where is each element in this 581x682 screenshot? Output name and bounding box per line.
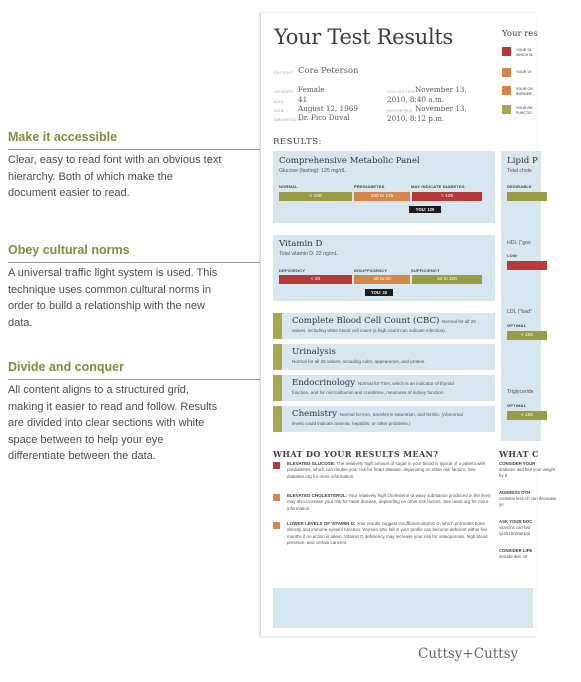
legend-text: YOUR CH BORDER <box>516 87 533 96</box>
vitd-range-sufficiency: 31 to 100 <box>412 275 482 284</box>
section-desc: function, and for microalbumin and creatinine, measures of kidney function. <box>292 390 445 395</box>
legend-text: YOUR GL WHICH IS <box>516 48 533 57</box>
meaning-swatch <box>273 462 280 469</box>
meaning-swatch <box>273 494 280 501</box>
annotation-text: Clear, easy to read font with an obvious text hierarchy. Both of which make the document easier to read. <box>8 154 222 199</box>
lipid-subtitle: Total chole <box>507 168 532 174</box>
gender-label: GENDER <box>274 89 294 94</box>
brand-logo: Cuttsy+Cuttsy <box>418 646 519 662</box>
status-swatch <box>273 375 282 401</box>
section-desc: Normal for all 20 values, including color, appearance, and protein. <box>292 359 426 364</box>
dob-label: DOB <box>274 108 284 113</box>
section-cbc <box>273 313 495 339</box>
test-results-document <box>260 12 557 636</box>
leader-line <box>8 149 264 150</box>
lipid-ldl-label: LDL ("bad" <box>507 309 532 315</box>
legend-swatch <box>502 105 511 114</box>
right-item: CONSIDER YOUR diabetes and hea your weight by 5 <box>499 461 556 479</box>
lipid-panel <box>501 151 541 441</box>
gender-value: Female <box>298 85 325 94</box>
lipid-cat-optimal-trig: OPTIMAL <box>507 403 527 408</box>
section-chemistry <box>273 406 495 432</box>
legend-swatch <box>502 86 511 95</box>
vitd-you-marker: YOU: 22 <box>365 289 393 296</box>
cmp-you-marker: YOU: 125 <box>409 206 441 213</box>
status-swatch <box>273 344 282 370</box>
meaning-vitamin-d: LOWER LEVELS OF VITAMIN D: Your results suggest insufficient vitamin D, which promotes bone density and immune-system function. Women who fall in your profile can become deficient within five months if no action is taken. Vitamin D deficiency may increase your risk for osteoporosis, high blood pressure, and certain cancers. <box>287 521 488 546</box>
annotation-title: Obey cultural norms <box>8 243 130 257</box>
vitd-subtitle: Total vitamin D: 22 ng/mL <box>279 251 338 257</box>
vitamin-d-panel <box>273 235 495 301</box>
lipid-range-optimal: < 100 <box>507 331 547 340</box>
right-heading: WHAT C <box>499 449 539 459</box>
cmp-cat-normal: NORMAL <box>279 184 298 189</box>
vitd-title: Vitamin D <box>279 239 323 249</box>
reported-line1: November 13, <box>415 104 467 113</box>
cmp-range-normal: < 100 <box>279 192 352 201</box>
footer-panel <box>273 588 533 628</box>
lipid-hdl-label: HDL ("goo <box>507 240 531 246</box>
section-title: Endocrinology Normal for TSH, which is an indicator of thyroid <box>292 378 454 388</box>
collected-label: COLLECTED <box>387 89 415 94</box>
leader-line <box>8 379 274 380</box>
right-item: CONSIDER LIFE include diet, vit <box>499 548 533 560</box>
status-swatch <box>273 406 282 432</box>
cmp-title: Comprehensive Metabolic Panel <box>279 156 420 166</box>
annotation-title: Divide and conquer <box>8 360 124 374</box>
dob-value: August 12, 1969 <box>298 104 358 113</box>
section-desc: values, including white blood cell count (a high count can indicate infection). <box>292 328 446 333</box>
lipid-range-low <box>507 261 547 270</box>
meaning-swatch <box>273 522 280 529</box>
section-title: Chemistry Normal for iron, transferrin saturation, and ferritin. (Abnormal <box>292 409 463 419</box>
age-value: 41 <box>298 95 308 104</box>
lipid-trig-label: Triglyceride <box>507 389 534 395</box>
legend-swatch <box>502 47 511 56</box>
cmp-cat-diabetes: MAY INDICATE DIABETES <box>411 184 465 189</box>
lipid-cat-desirable: DESIRABLE <box>507 184 532 189</box>
lipid-range-desirable <box>507 192 547 201</box>
status-swatch <box>273 313 282 339</box>
annotation-cultural <box>8 243 223 331</box>
section-title: Urinalysis <box>292 347 336 357</box>
vitd-range-deficiency: < 20 <box>279 275 352 284</box>
lipid-cat-optimal: OPTIMAL <box>507 323 527 328</box>
vitd-range-insufficiency: 20 to 30 <box>354 275 410 284</box>
right-item: ASK YOUR DOC vitamins can low lyr2010/vitamind <box>499 519 533 537</box>
cmp-subtitle: Glucose (fasting): 125 mg/dL <box>279 168 346 174</box>
results-heading: RESULTS: <box>273 137 322 147</box>
meaning-heading: WHAT DO YOUR RESULTS MEAN? <box>273 449 439 459</box>
annotation-accessible <box>8 130 223 202</box>
sidebar-title: Your res <box>502 29 538 39</box>
legend-text: YOUR RE FUNCTIO <box>516 106 533 115</box>
section-title: Complete Blood Cell Count (CBC) Normal for all 20 <box>292 316 476 326</box>
meaning-cholesterol: ELEVATED CHOLESTEROL: Your relatively high cholesterol (a waxy substance produced in the liver) may also increase your risk for heart disease, depending on other risk factors. See heart.org for more information. <box>287 493 491 511</box>
ordered-label: ORDERED BY <box>274 117 305 122</box>
age-label: AGE <box>274 99 284 104</box>
section-endocrinology <box>273 375 495 401</box>
legend-swatch <box>502 68 511 77</box>
vitd-cat-insufficiency: INSUFFICIENCY <box>354 268 388 273</box>
collected-line2: 2010, 8:40 a.m. <box>387 95 444 104</box>
annotation-text: All content aligns to a structured grid, making it easier to read and follow. Results are divided into clear sections with white space between to help your eye differentiate between the data. <box>8 384 218 462</box>
document-title: Your Test Results <box>274 25 453 49</box>
lipid-title: Lipid P <box>507 156 538 166</box>
annotation-divide <box>8 360 223 465</box>
lipid-range-trig: < 150 <box>507 411 547 420</box>
meaning-glucose: ELEVATED GLUCOSE: The relatively high amount of sugar in your blood is typical of a patient with prediabetes, which can double your risk for heart disease, depending on other risk factors. See diabetes.org for more information. <box>287 461 486 479</box>
section-urinalysis <box>273 344 495 370</box>
lipid-cat-low: LOW <box>507 253 517 258</box>
section-desc: levels could indicate anemia, hepatitis, or other problems.) <box>292 421 411 426</box>
collected-line1: November 13, <box>415 85 467 94</box>
patient-label: PATIENT <box>274 70 294 75</box>
cmp-range-diabetes: > 125 <box>412 192 482 201</box>
vitd-cat-deficiency: DEFICIENCY <box>279 268 306 273</box>
patient-name: Cora Peterson <box>298 65 359 75</box>
vitd-cat-sufficiency: SUFFICIENCY <box>411 268 440 273</box>
reported-label: REPORTED <box>387 108 413 113</box>
ordered-value: Dr. Pico Duval <box>298 113 350 122</box>
cmp-panel <box>273 151 495 223</box>
annotation-title: Make it accessible <box>8 130 118 144</box>
cmp-cat-prediabetes: PREDIABETES <box>354 184 385 189</box>
right-item: ADDRESS OTH contains less ch can decrease yo <box>499 490 557 508</box>
annotation-text: A universal traffic light system is used. This technique uses common cultural norms in order to build a relationship with the new data. <box>8 267 218 329</box>
cmp-range-prediabetes: 100 to 125 <box>354 192 410 201</box>
legend-text: YOUR VI <box>516 70 531 74</box>
reported-line2: 2010, 8:12 p.m. <box>387 114 445 123</box>
